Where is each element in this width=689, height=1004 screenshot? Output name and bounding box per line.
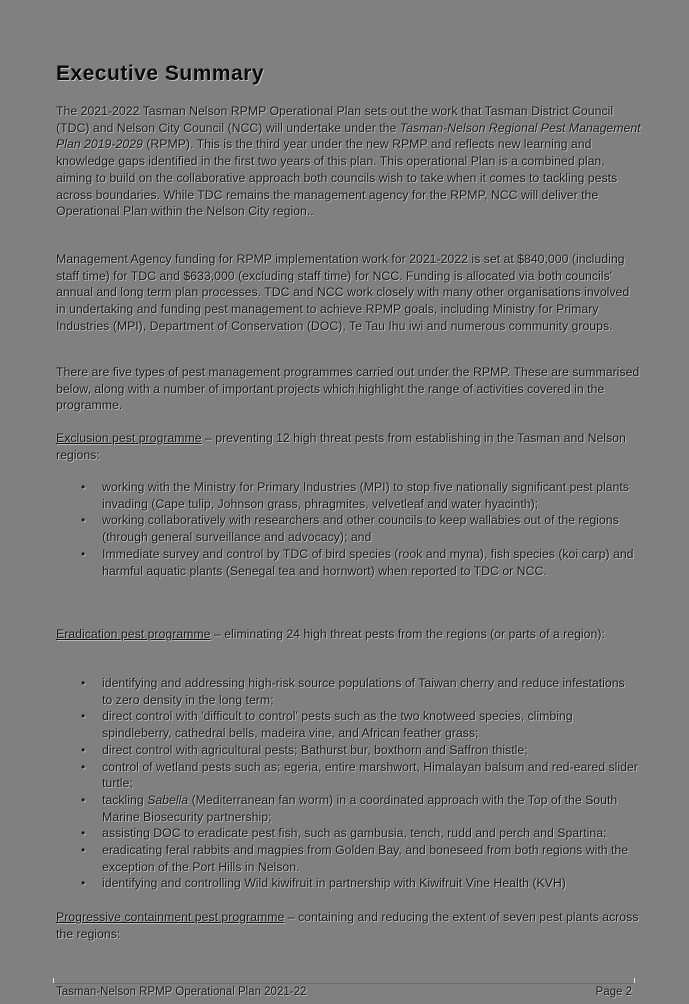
list-item-text: direct control with agricultural pests; Bathurst bur, boxthorn and Saffron thistle;	[102, 742, 528, 757]
bullet-icon: •	[80, 759, 86, 774]
bullet-icon: •	[80, 546, 86, 561]
list-item-text: eradicating feral rabbits and magpies from Golden Bay, and boneseed from both regions with the exception of the Port Hills in Nelson.	[102, 843, 629, 874]
bullet-icon: •	[80, 843, 86, 858]
list-item-text-post: (Mediterranean fan worm) in a coordinated approach with the Top of the South Marine Biosecurity partnership;	[102, 792, 618, 824]
list-item	[76, 675, 638, 708]
species-name: Sabella	[147, 792, 189, 807]
funding-paragraph: Management Agency funding for RPMP implementation work for 2021-2022 is set at $840,000 (including staff time) for TDC and $633,000 (excluding staff time) for NCC. Funding is allocated via both councils' annual and long term plan processes. TDC and NCC work closely with many other organisations involved in undertaking and funding pest management to achieve RPMP goals, including Ministry for Primary Industries (MPI), Department of Conservation (DOC), Te Tau Ihu iwi and numerous community groups.	[56, 252, 630, 333]
list-item-text: control of wetland pests such as; egeria, entire marshwort, Himalayan balsum and red-eared slider turtle;	[102, 759, 638, 791]
list-item-text: working with the Ministry for Primary Industries (MPI) to stop five nationally significant pest plants invading (Cape tulip, Johnson grass, phragmites, velvetleaf and water hyacinth);	[102, 480, 629, 511]
list-item-text: identifying and controlling Wild kiwifruit in partnership with Kiwifruit Vine Health (KVH)	[102, 876, 566, 891]
eradication-programme-heading: Eradication pest programme	[56, 627, 211, 641]
list-item	[76, 792, 638, 825]
list-item	[76, 842, 638, 875]
containment-programme-heading: Progressive containment pest programme	[56, 910, 285, 924]
list-item	[76, 875, 638, 892]
list-item	[76, 708, 638, 741]
footer-corner-mark-right	[634, 978, 635, 983]
exclusion-programme-heading: Exclusion pest programme	[56, 431, 202, 445]
bullet-icon: •	[80, 480, 86, 494]
list-item	[76, 759, 638, 792]
bullet-icon: •	[80, 792, 86, 807]
list-item-text: identifying and addressing high-risk source populations of Taiwan cherry and reduce infestations to zero density in the long term;	[102, 676, 625, 707]
exclusion-bullet-list	[76, 479, 638, 579]
list-item-text: assisting DOC to eradicate pest fish, such as gambusia, tench, rudd and perch and Spartina;	[102, 826, 607, 841]
eradication-programme-paragraph	[56, 626, 641, 643]
document-page	[56, 60, 641, 941]
list-item	[76, 546, 638, 579]
list-item-text-pre: tackling	[102, 792, 148, 807]
intro-text-b: (RPMP). This is the third year under the new RPMP and reflects new learning and knowledge gaps identified in the first two years of this plan. This operational Plan is a combined plan, aiming to build on the collaborative approach both councils wish to take when it comes to tackling pests across boundaries. While TDC remains the management agency for the RPMP, NCC will deliver the Operational Plan within the Nelson City region..	[56, 137, 618, 219]
list-item-text: Immediate survey and control by TDC of bird species (rook and myna), fish species (koi carp) and harmful aquatic plants (Senegal tea and hornwort) when reported to TDC or NCC.	[102, 546, 634, 578]
programme-types-paragraph: There are five types of pest management programmes carried out under the RPMP. These are summarised below, along with a number of important projects which highlight the range of activities covered in the programme.	[56, 365, 640, 413]
list-item-text: direct control with 'difficult to control' pests such as the two knotweed species, climbing spindleberry, cathedral bells, madeira vine, and African feather grass;	[102, 709, 573, 741]
bullet-icon: •	[80, 742, 86, 757]
list-item	[76, 479, 638, 512]
eradication-bullet-list	[76, 675, 638, 892]
exclusion-programme-text: – preventing 12 high threat pests from establishing in the Tasman and Nelson regions:	[56, 431, 626, 462]
list-item	[76, 742, 638, 759]
containment-programme-paragraph	[56, 909, 641, 942]
intro-text-a: The 2021-2022 Tasman Nelson RPMP Operational Plan sets out the work that Tasman District Council (TDC) and Nelson City Council (NCC) will undertake under the	[56, 104, 614, 135]
bullet-icon: •	[80, 676, 86, 690]
list-item	[76, 512, 638, 545]
intro-paragraph	[56, 103, 641, 220]
eradication-programme-text: – eliminating 24 high threat pests from the regions (or parts of a region):	[210, 627, 605, 641]
list-item-text: working collaboratively with researchers and other councils to keep wallabies out of the regions (through general surveillance and advocacy); and	[102, 513, 619, 545]
exclusion-programme-paragraph	[56, 430, 641, 463]
containment-programme-text: – containing and reducing the extent of seven pest plants across the regions:	[56, 910, 639, 941]
bullet-icon: •	[80, 876, 86, 891]
page-footer	[54, 983, 634, 1000]
bullet-icon: •	[80, 826, 86, 841]
page-title: Executive Summary	[56, 62, 265, 85]
footer-document-title: Tasman-Nelson RPMP Operational Plan 2021-22	[56, 986, 307, 998]
rpmp-plan-title: Tasman-Nelson Regional Pest Management Plan 2019-2029	[56, 120, 641, 152]
bullet-icon: •	[80, 513, 86, 528]
footer-page-number: Page 2	[595, 986, 632, 998]
list-item	[76, 825, 638, 842]
bullet-icon: •	[80, 709, 86, 724]
